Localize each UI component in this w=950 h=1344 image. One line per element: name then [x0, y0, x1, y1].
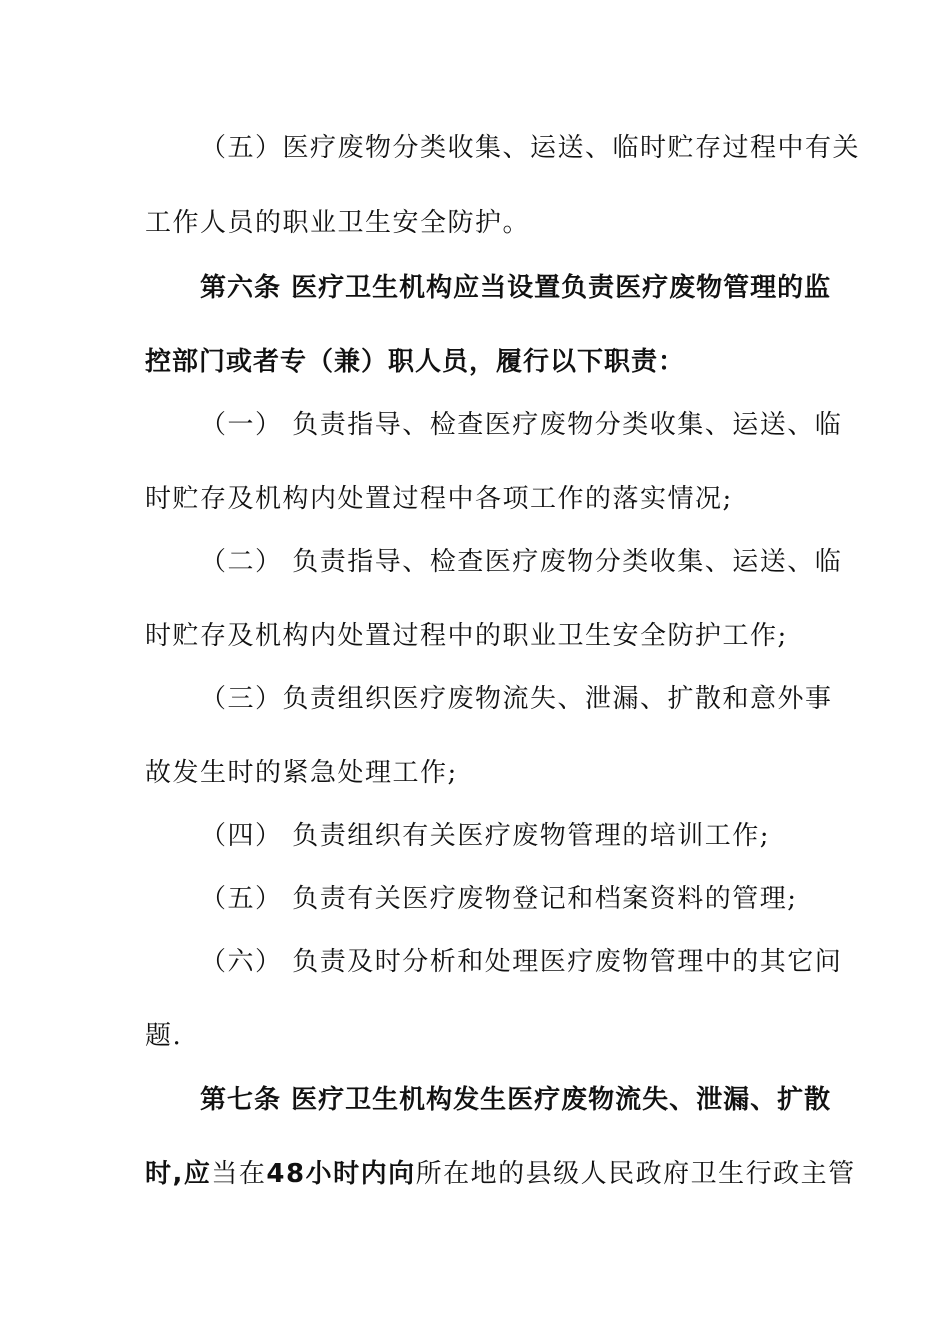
- article-7-text: 医疗卫生机构发生医疗废物流失、泄漏、扩散: [281, 1085, 832, 1115]
- duty-3-line-1: （三）负责组织医疗废物流失、泄漏、扩散和意外事: [200, 684, 833, 714]
- duty-1-line-2: 时贮存及机构内处置过程中各项工作的落实情况;: [145, 484, 733, 514]
- article-7-normal-b: 所在地的县级人民政府卫生行政主管: [415, 1159, 856, 1189]
- article-7-bold-b: 48小时内向: [266, 1159, 416, 1189]
- article-6-heading: 第六条: [200, 273, 282, 303]
- duty-6-line-2: 题.: [145, 1021, 183, 1051]
- article-7-line-2: [145, 1157, 856, 1191]
- duty-2-line-2: 时贮存及机构内处置过程中的职业卫生安全防护工作;: [145, 621, 788, 651]
- article-6-line-1: [200, 271, 831, 305]
- article-7-heading: 第七条: [200, 1085, 282, 1115]
- duty-4-line-1: （四） 负责组织有关医疗废物管理的培训工作;: [200, 821, 771, 851]
- duty-5-line-1: （五） 负责有关医疗废物登记和档案资料的管理;: [200, 884, 798, 914]
- duty-2-line-1: （二） 负责指导、检查医疗废物分类收集、运送、临: [200, 547, 843, 577]
- article-6-text: 医疗卫生机构应当设置负责医疗废物管理的监: [281, 273, 832, 303]
- article-6-line-2: 控部门或者专（兼）职人员，履行以下职责：: [145, 347, 686, 377]
- duty-3-line-2: 故发生时的紧急处理工作;: [145, 758, 458, 788]
- duty-6-line-1: （六） 负责及时分析和处理医疗废物管理中的其它问: [200, 947, 843, 977]
- article-7-line-1: [200, 1083, 831, 1117]
- article-7-normal-a: 当在: [211, 1159, 267, 1189]
- clause-5-line-1: （五）医疗废物分类收集、运送、临时贮存过程中有关: [200, 133, 861, 163]
- article-7-bold-a: 时,应: [145, 1159, 212, 1189]
- duty-1-line-1: （一） 负责指导、检查医疗废物分类收集、运送、临: [200, 410, 843, 440]
- clause-5-line-2: 工作人员的职业卫生安全防护。: [145, 208, 531, 238]
